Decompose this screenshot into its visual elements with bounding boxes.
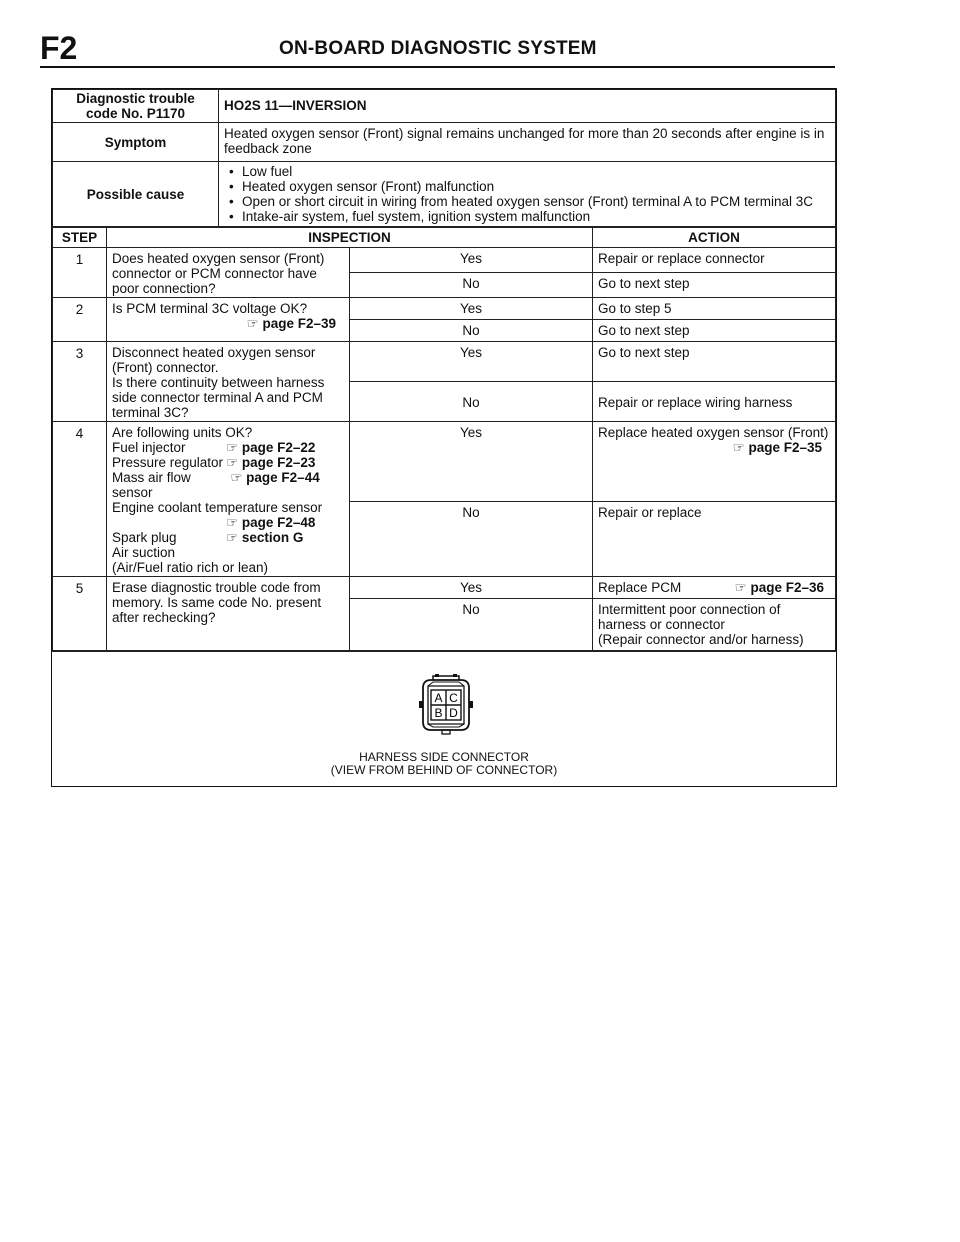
diagnostic-procedure: [51, 88, 837, 787]
cause-item: • Heated oxygen sensor (Front) malfunction: [228, 179, 830, 194]
page-reference: ☞ page F2–44: [230, 470, 320, 485]
unit-note: (Air/Fuel ratio rich or lean): [112, 560, 269, 575]
unit-item: [112, 515, 344, 530]
yes-label: Yes: [350, 422, 593, 502]
dtc-label-line1: Diagnostic trouble: [76, 91, 195, 106]
unit-item: [112, 440, 344, 455]
no-action: Go to next step: [593, 320, 836, 342]
figure-caption-line2: (VIEW FROM BEHIND OF CONNECTOR): [330, 763, 558, 777]
step-number: 1: [53, 248, 107, 298]
unit-item: [112, 470, 344, 500]
page-reference: ☞ page F2–23: [226, 455, 316, 470]
step-number: 3: [53, 342, 107, 422]
no-action: Repair or replace: [593, 502, 836, 577]
unit-name: Engine coolant temperature sensor: [112, 500, 323, 515]
cause-item: • Low fuel: [228, 164, 830, 179]
possible-cause-row: [53, 162, 836, 227]
step-number: 4: [53, 422, 107, 577]
unit-name: Pressure regulator: [112, 455, 224, 470]
possible-cause-list-cell: [219, 162, 836, 227]
no-action-line2: (Repair connector and/or harness): [598, 632, 804, 647]
yes-action: Replace PCM: [598, 580, 682, 595]
yes-label: Yes: [350, 342, 593, 382]
step-inspection: Is PCM terminal 3C voltage OK?: [112, 301, 308, 316]
page-reference: ☞ page F2–22: [226, 440, 316, 455]
unit-item: [112, 530, 344, 545]
possible-cause-list: [224, 164, 830, 224]
inspection-table: [52, 227, 836, 651]
possible-cause-label: Possible cause: [53, 162, 219, 227]
step-number: 2: [53, 298, 107, 342]
figure-caption: [52, 751, 836, 777]
dtc-label-line2: code No. P1170: [85, 106, 186, 121]
connector-figure: [52, 651, 836, 786]
step-2-yes-row: [53, 298, 836, 320]
page-header: [40, 28, 835, 68]
step-4-yes-row: [53, 422, 836, 502]
terminal-b-label: B: [434, 706, 443, 720]
step-5-yes-row: [53, 577, 836, 599]
page-reference: ☞ page F2–35: [732, 440, 822, 455]
dtc-row: [53, 90, 836, 123]
step-number: 5: [53, 577, 107, 651]
no-label: No: [350, 599, 593, 651]
inspection-column-header: INSPECTION: [107, 228, 593, 248]
section-reference: ☞ section G: [226, 530, 304, 545]
no-label: No: [350, 273, 593, 298]
symptom-text: Heated oxygen sensor (Front) signal remains unchanged for more than 20 seconds after engine is in feedback zone: [219, 123, 836, 162]
dtc-title: HO2S 11—INVERSION: [219, 90, 836, 123]
unit-name: Fuel injector: [112, 440, 186, 455]
column-header-row: [53, 228, 836, 248]
no-action-cell: [593, 599, 836, 651]
step-inspection-cell: [107, 298, 350, 342]
harness-connector-diagram: [413, 672, 479, 738]
step-inspection-intro: Are following units OK?: [112, 425, 253, 440]
yes-label: Yes: [350, 298, 593, 320]
yes-action-cell: [593, 577, 836, 599]
unit-name: Air suction: [112, 545, 176, 560]
page-reference: ☞ page F2–36: [734, 580, 824, 595]
yes-action-cell: [593, 422, 836, 502]
step-3-yes-row: [53, 342, 836, 382]
yes-action: Repair or replace connector: [593, 248, 836, 273]
no-action: Go to next step: [593, 273, 836, 298]
terminal-c-label: C: [449, 691, 458, 705]
cause-item: • Open or short circuit in wiring from heated oxygen sensor (Front) terminal A to PCM terminal 3C: [228, 194, 830, 209]
yes-action-row: [598, 580, 830, 595]
no-label: No: [350, 320, 593, 342]
step-column-header: STEP: [53, 228, 107, 248]
yes-label: Yes: [350, 577, 593, 599]
page-reference: ☞ page F2–39: [246, 316, 336, 331]
step-inspection: Erase diagnostic trouble code from memory. Is same code No. present after rechecking?: [107, 577, 350, 651]
no-label: No: [350, 502, 593, 577]
yes-label: Yes: [350, 248, 593, 273]
unit-item: [112, 455, 344, 470]
step-inspection-line2: Is there continuity between harness side connector terminal A and PCM terminal 3C?: [112, 375, 325, 420]
unit-name: Spark plug: [112, 530, 177, 545]
action-column-header: ACTION: [593, 228, 836, 248]
terminal-a-label: A: [434, 691, 443, 705]
no-action: Repair or replace wiring harness: [593, 382, 836, 422]
step-inspection: Does heated oxygen sensor (Front) connector or PCM connector have poor connection?: [107, 248, 350, 298]
step-inspection-cell: [107, 422, 350, 577]
section-code: F2: [40, 30, 78, 66]
unit-name: Mass air flow sensor: [112, 470, 191, 500]
page-title: ON-BOARD DIAGNOSTIC SYSTEM: [279, 38, 597, 59]
step-inspection-line1: Disconnect heated oxygen sensor (Front) connector.: [112, 345, 316, 375]
yes-action: Go to next step: [593, 342, 836, 382]
dtc-info-table: [52, 89, 836, 227]
page-reference: ☞ page F2–48: [226, 515, 316, 530]
step-inspection-cell: [107, 342, 350, 422]
no-action-line1: Intermittent poor connection of harness or connector: [598, 602, 781, 632]
dtc-label: [53, 90, 219, 123]
figure-caption-line1: HARNESS SIDE CONNECTOR: [359, 750, 529, 764]
cause-item: • Intake-air system, fuel system, ignition system malfunction: [228, 209, 830, 224]
yes-action: Go to step 5: [593, 298, 836, 320]
step-1-yes-row: [53, 248, 836, 273]
yes-action: Replace heated oxygen sensor (Front): [598, 425, 829, 440]
symptom-row: [53, 123, 836, 162]
no-label: No: [350, 382, 593, 422]
symptom-label: Symptom: [53, 123, 219, 162]
terminal-d-label: D: [449, 706, 458, 720]
